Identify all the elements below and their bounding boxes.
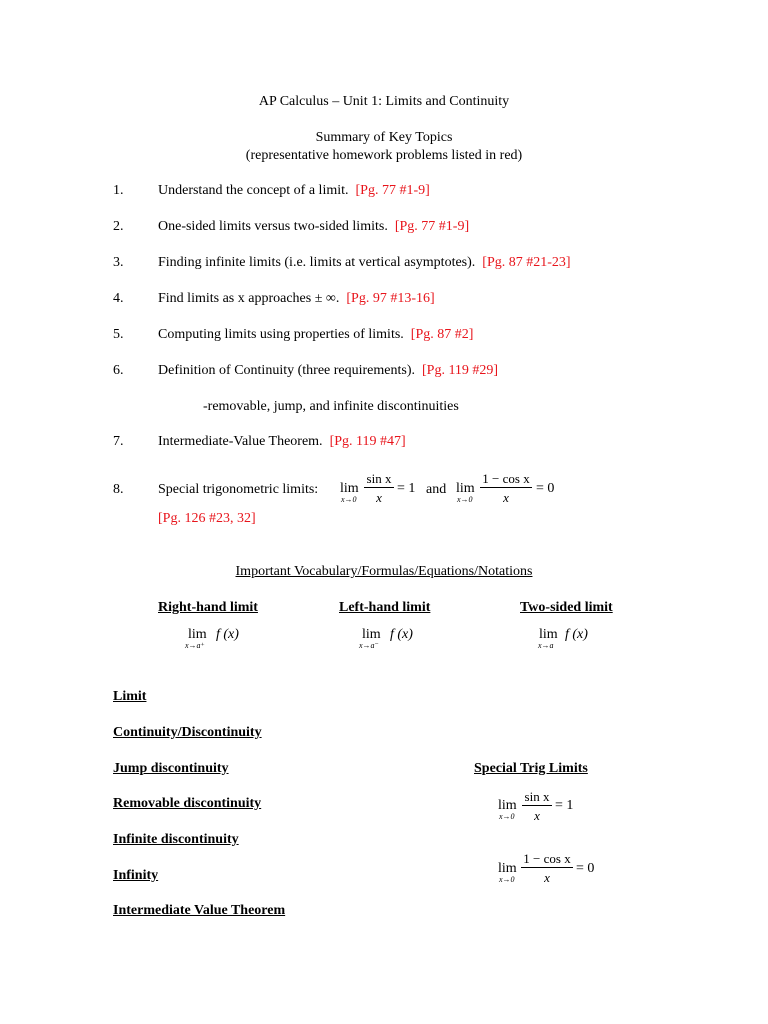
topic-text: One-sided limits versus two-sided limits. — [158, 219, 388, 234]
homework-ref: [Pg. 119 #29] — [422, 363, 499, 378]
topic-text: Intermediate-Value Theorem. — [158, 434, 323, 449]
fraction-bar — [522, 805, 552, 806]
equals-value: = 0 — [576, 861, 595, 876]
function-expr: f (x) — [390, 627, 413, 642]
topic-number: 1. — [113, 183, 124, 198]
topic-text: Find limits as x approaches ± ∞. — [158, 291, 340, 306]
special-trig-heading: Special Trig Limits — [474, 761, 588, 776]
vocab-term: Limit — [113, 689, 147, 704]
homework-ref: [Pg. 87 #2] — [410, 327, 474, 342]
two-sided-limit-label: Two-sided limit — [520, 600, 613, 615]
lim-word: lim — [362, 627, 381, 642]
vocab-term: Intermediate Value Theorem — [113, 903, 286, 918]
limit-notation — [456, 482, 475, 504]
denominator: x — [376, 490, 382, 505]
numerator: 1 − cos x — [482, 471, 530, 486]
fraction — [522, 790, 552, 822]
topic-number: 2. — [113, 219, 124, 234]
topic-text: Definition of Continuity (three requirements). — [158, 363, 415, 378]
lim-word: lim — [340, 481, 359, 496]
equals-value: = 0 — [536, 481, 555, 496]
homework-ref: [Pg. 77 #1-9] — [355, 183, 430, 198]
lim-subscript: x→a — [538, 641, 554, 650]
right-hand-limit-label: Right-hand limit — [158, 600, 258, 615]
topic-text: Special trigonometric limits: — [158, 482, 319, 497]
left-hand-limit-label: Left-hand limit — [339, 600, 431, 615]
topic-number: 8. — [113, 482, 124, 497]
limit-notation — [340, 482, 359, 504]
denominator: x — [503, 490, 509, 505]
page-note: (representative homework problems listed in red) — [245, 148, 523, 163]
fraction — [364, 472, 394, 504]
vocab-term: Continuity/Discontinuity — [113, 725, 262, 740]
vocab-term: Infinity — [113, 868, 159, 883]
lim-subscript: x→0 — [499, 875, 515, 884]
topic-number: 6. — [113, 363, 124, 378]
function-expr: f (x) — [565, 627, 588, 642]
homework-ref: [Pg. 87 #21-23] — [482, 255, 571, 270]
page-subtitle: Summary of Key Topics — [315, 130, 453, 145]
lim-word: lim — [188, 627, 207, 642]
fraction-bar — [521, 867, 573, 868]
homework-ref: [Pg. 77 #1-9] — [394, 219, 470, 234]
vocab-term: Jump discontinuity — [113, 761, 229, 776]
lim-word: lim — [498, 798, 517, 813]
topic-text: Computing limits using properties of limits. — [158, 327, 404, 342]
topic-number: 7. — [113, 434, 124, 449]
lim-subscript: x→0 — [341, 495, 357, 504]
vocab-term: Removable discontinuity — [113, 796, 262, 811]
homework-ref: [Pg. 119 #47] — [329, 434, 406, 449]
and-text: and — [426, 482, 447, 497]
equals-value: = 1 — [555, 798, 574, 813]
lim-subscript: x→a⁻ — [359, 641, 379, 650]
topic-text: Understand the concept of a limit. — [158, 183, 349, 198]
lim-word: lim — [456, 481, 475, 496]
lim-subscript: x→0 — [499, 812, 515, 821]
equals-value: = 1 — [397, 481, 416, 496]
lim-word: lim — [539, 627, 558, 642]
denominator: x — [534, 808, 540, 823]
lim-subscript: x→a⁺ — [185, 641, 205, 650]
topic-number: 5. — [113, 327, 124, 342]
topic-text: Finding infinite limits (i.e. limits at vertical asymptotes). — [158, 255, 476, 270]
function-expr: f (x) — [216, 627, 239, 642]
numerator: sin x — [366, 471, 392, 486]
topic-number: 4. — [113, 291, 124, 306]
fraction — [480, 472, 532, 504]
topic-number: 3. — [113, 255, 124, 270]
fraction-bar — [364, 487, 394, 488]
numerator: sin x — [524, 789, 550, 804]
vocab-term: Infinite discontinuity — [113, 832, 239, 847]
homework-ref: [Pg. 126 #23, 32] — [158, 511, 256, 526]
lim-subscript: x→0 — [457, 495, 473, 504]
topic-6-subnote: -removable, jump, and infinite discontinuities — [203, 399, 459, 414]
page-title: AP Calculus – Unit 1: Limits and Continuity — [258, 94, 510, 109]
fraction-bar — [480, 487, 532, 488]
vocab-heading: Important Vocabulary/Formulas/Equations/Notations — [235, 564, 533, 579]
denominator: x — [544, 870, 550, 885]
fraction — [521, 852, 573, 884]
homework-ref: [Pg. 97 #13-16] — [346, 291, 435, 306]
lim-word: lim — [498, 861, 517, 876]
numerator: 1 − cos x — [523, 851, 571, 866]
